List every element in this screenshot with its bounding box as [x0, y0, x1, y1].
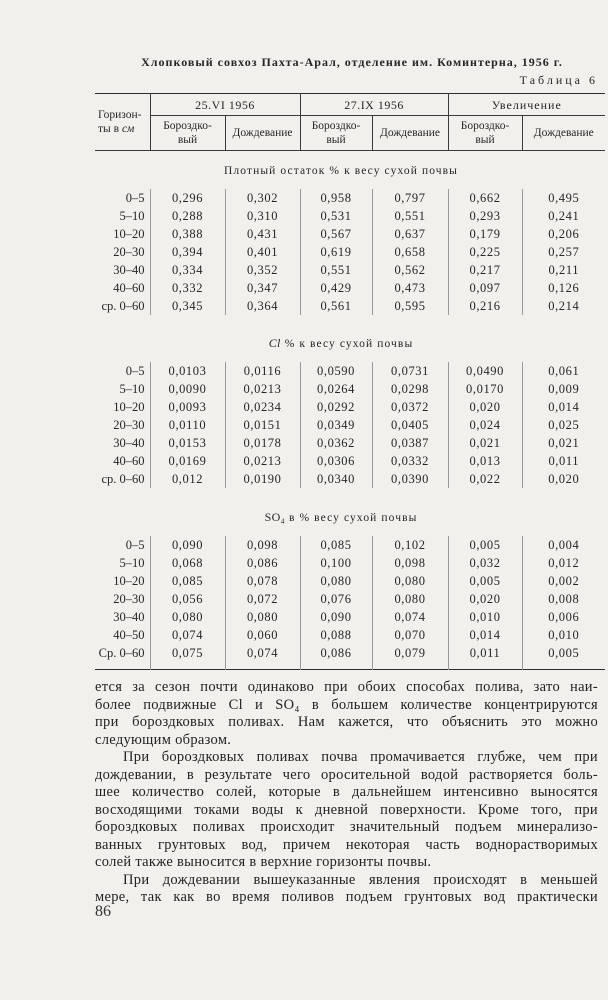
subheader-sprinkling: Дождевание	[522, 116, 605, 151]
value-cell: 0,0490	[448, 362, 522, 380]
value-cell: 0,075	[150, 644, 225, 662]
value-cell: 0,431	[225, 225, 300, 243]
value-cell: 0,072	[225, 590, 300, 608]
value-cell: 0,0332	[372, 452, 448, 470]
value-cell: 0,080	[150, 608, 225, 626]
value-cell: 0,0213	[225, 452, 300, 470]
value-cell: 0,014	[448, 626, 522, 644]
subheader-sprinkling: Дождевание	[225, 116, 300, 151]
spacer-cell	[225, 662, 300, 669]
value-cell: 0,214	[522, 297, 605, 315]
value-cell: 0,347	[225, 279, 300, 297]
table-row	[95, 225, 605, 243]
group-header-june: 25.VI 1956	[150, 94, 300, 116]
section-heading-cell	[95, 151, 605, 190]
value-cell: 0,005	[448, 536, 522, 554]
value-cell: 0,302	[225, 189, 300, 207]
table-row	[95, 279, 605, 297]
value-cell: 0,005	[448, 572, 522, 590]
section-heading-label: % к весу сухой почвы	[284, 338, 414, 350]
table-row	[95, 626, 605, 644]
value-cell: 0,056	[150, 590, 225, 608]
value-cell: 0,0306	[300, 452, 372, 470]
table-row	[95, 189, 605, 207]
section-heading-row	[95, 488, 605, 536]
value-cell: 0,0110	[150, 416, 225, 434]
value-cell: 0,079	[372, 644, 448, 662]
value-cell: 0,958	[300, 189, 372, 207]
table-row	[95, 434, 605, 452]
value-cell: 0,0387	[372, 434, 448, 452]
value-cell: 0,060	[225, 626, 300, 644]
value-cell: 0,551	[300, 261, 372, 279]
table-row	[95, 380, 605, 398]
horizon-cell: 30–40	[95, 608, 150, 626]
value-cell: 0,288	[150, 207, 225, 225]
section-heading-symbol: Cl	[268, 336, 281, 350]
section-heading-row	[95, 151, 605, 190]
text-line: следующим образом.	[95, 731, 232, 748]
horizon-cell: 40–60	[95, 452, 150, 470]
value-cell: 0,0116	[225, 362, 300, 380]
subheader-furrow: Бороздко- вый	[150, 116, 225, 151]
value-cell: 0,070	[372, 626, 448, 644]
value-cell: 0,005	[522, 644, 605, 662]
value-cell: 0,293	[448, 207, 522, 225]
value-cell: 0,020	[522, 470, 605, 488]
value-cell: 0,364	[225, 297, 300, 315]
value-cell: 0,217	[448, 261, 522, 279]
value-cell: 0,126	[522, 279, 605, 297]
text-line: мере, так как во время поливов подъем грунтовых вод практически	[95, 889, 598, 905]
value-cell: 0,211	[522, 261, 605, 279]
table-row	[95, 590, 605, 608]
value-cell: 0,797	[372, 189, 448, 207]
text-line: при бороздковых поливах. Нам кажется, что объяснить это можно	[95, 714, 598, 730]
value-cell: 0,086	[300, 644, 372, 662]
value-cell: 0,086	[225, 554, 300, 572]
value-cell: 0,002	[522, 572, 605, 590]
value-cell: 0,012	[522, 554, 605, 572]
value-cell: 0,216	[448, 297, 522, 315]
value-cell: 0,0234	[225, 398, 300, 416]
subheader-furrow: Бороздко- вый	[300, 116, 372, 151]
paragraph	[95, 872, 598, 907]
group-header-increase: Увеличение	[448, 94, 605, 116]
value-cell: 0,004	[522, 536, 605, 554]
section-heading	[95, 488, 605, 525]
table-row	[95, 297, 605, 315]
horizon-cell: 0–5	[95, 536, 150, 554]
value-cell: 0,0213	[225, 380, 300, 398]
text-line: восходящими токами воды к дневной поверхности. Кроме того, при	[95, 801, 598, 818]
subheader-furrow: Бороздко- вый	[448, 116, 522, 151]
value-cell: 0,080	[372, 572, 448, 590]
spacer-cell	[372, 662, 448, 669]
value-cell: 0,0405	[372, 416, 448, 434]
horizon-cell: 20–30	[95, 416, 150, 434]
table-row	[95, 536, 605, 554]
table-row	[95, 362, 605, 380]
table-row	[95, 572, 605, 590]
value-cell: 0,011	[448, 644, 522, 662]
value-cell: 0,334	[150, 261, 225, 279]
value-cell: 0,074	[225, 644, 300, 662]
horizon-cell: 0–5	[95, 362, 150, 380]
horizon-cell: 10–20	[95, 572, 150, 590]
value-cell: 0,078	[225, 572, 300, 590]
table-header-method-row	[95, 116, 605, 151]
spacer-cell	[448, 662, 522, 669]
value-cell: 0,085	[300, 536, 372, 554]
text-line: ется за сезон почти одинаково при обоих способах полива, зато наи-	[95, 679, 598, 695]
value-cell: 0,241	[522, 207, 605, 225]
section-heading	[95, 151, 605, 178]
data-table-container	[95, 93, 605, 670]
value-cell: 0,0298	[372, 380, 448, 398]
table-row	[95, 261, 605, 279]
soil-salts-table	[95, 93, 605, 670]
value-cell: 0,025	[522, 416, 605, 434]
value-cell: 0,394	[150, 243, 225, 261]
value-cell: 0,012	[150, 470, 225, 488]
table-row	[95, 243, 605, 261]
value-cell: 0,206	[522, 225, 605, 243]
section-heading-symbol: SO₄	[264, 510, 286, 524]
value-cell: 0,006	[522, 608, 605, 626]
table-header	[95, 94, 605, 151]
value-cell: 0,0190	[225, 470, 300, 488]
horizon-cell: 5–10	[95, 554, 150, 572]
text-line: При дождевании вышеуказанные явления происходят в меньшей	[123, 871, 598, 888]
horizon-cell: 40–60	[95, 279, 150, 297]
value-cell: 0,009	[522, 380, 605, 398]
value-cell: 0,020	[448, 398, 522, 416]
value-cell: 0,008	[522, 590, 605, 608]
horizon-cell: 10–20	[95, 398, 150, 416]
value-cell: 0,0170	[448, 380, 522, 398]
table-row	[95, 398, 605, 416]
value-cell: 0,090	[150, 536, 225, 554]
value-cell: 0,257	[522, 243, 605, 261]
group-header-september: 27.IX 1956	[300, 94, 448, 116]
value-cell: 0,595	[372, 297, 448, 315]
value-cell: 0,0390	[372, 470, 448, 488]
value-cell: 0,179	[448, 225, 522, 243]
value-cell: 0,0153	[150, 434, 225, 452]
value-cell: 0,020	[448, 590, 522, 608]
value-cell: 0,0731	[372, 362, 448, 380]
value-cell: 0,429	[300, 279, 372, 297]
value-cell: 0,225	[448, 243, 522, 261]
value-cell: 0,021	[448, 434, 522, 452]
value-cell: 0,088	[300, 626, 372, 644]
value-cell: 0,495	[522, 189, 605, 207]
value-cell: 0,0340	[300, 470, 372, 488]
value-cell: 0,021	[522, 434, 605, 452]
table-row	[95, 207, 605, 225]
value-cell: 0,090	[300, 608, 372, 626]
horizon-cell: 20–30	[95, 243, 150, 261]
value-cell: 0,010	[522, 626, 605, 644]
value-cell: 0,0264	[300, 380, 372, 398]
value-cell: 0,567	[300, 225, 372, 243]
value-cell: 0,074	[372, 608, 448, 626]
value-cell: 0,061	[522, 362, 605, 380]
horizon-cell: Ср. 0–60	[95, 644, 150, 662]
value-cell: 0,097	[448, 279, 522, 297]
spacer-cell	[522, 662, 605, 669]
value-cell: 0,085	[150, 572, 225, 590]
value-cell: 0,0590	[300, 362, 372, 380]
value-cell: 0,0292	[300, 398, 372, 416]
horizon-cell: 20–30	[95, 590, 150, 608]
table-row	[95, 452, 605, 470]
text-line: дождевании, в результате чего оросительной водой растворяется боль-	[95, 766, 598, 783]
value-cell: 0,296	[150, 189, 225, 207]
value-cell: 0,080	[300, 572, 372, 590]
horizon-cell: 5–10	[95, 380, 150, 398]
table-bottom-spacer	[95, 662, 605, 669]
value-cell: 0,332	[150, 279, 225, 297]
text-line: более подвижные Cl и SO₄ в большем количестве концентрируются	[95, 696, 598, 713]
section-heading-cell	[95, 315, 605, 362]
table-row	[95, 608, 605, 626]
value-cell: 0,473	[372, 279, 448, 297]
value-cell: 0,076	[300, 590, 372, 608]
horizon-cell: 40–50	[95, 626, 150, 644]
text-line: При бороздковых поливах почва промачивается глубже, чем при	[123, 749, 598, 765]
horizon-header-unit: см	[121, 123, 135, 135]
value-cell: 0,0151	[225, 416, 300, 434]
table-row	[95, 416, 605, 434]
value-cell: 0,013	[448, 452, 522, 470]
body-text	[95, 679, 598, 907]
horizon-header-line2: ты в	[98, 123, 120, 135]
value-cell: 0,0169	[150, 452, 225, 470]
horizon-header-line1: Горизон-	[98, 109, 142, 121]
page-number: 86	[95, 903, 111, 920]
value-cell: 0,102	[372, 536, 448, 554]
value-cell: 0,345	[150, 297, 225, 315]
horizon-cell: ср. 0–60	[95, 470, 150, 488]
value-cell: 0,022	[448, 470, 522, 488]
value-cell: 0,098	[225, 536, 300, 554]
table-row	[95, 470, 605, 488]
table-row	[95, 644, 605, 662]
value-cell: 0,388	[150, 225, 225, 243]
value-cell: 0,0103	[150, 362, 225, 380]
value-cell: 0,010	[448, 608, 522, 626]
value-cell: 0,662	[448, 189, 522, 207]
spacer-cell	[300, 662, 372, 669]
value-cell: 0,074	[150, 626, 225, 644]
value-cell: 0,080	[372, 590, 448, 608]
value-cell: 0,080	[225, 608, 300, 626]
text-line: солей также выносится в верхние горизонты почвы.	[95, 854, 432, 870]
horizon-cell: 5–10	[95, 207, 150, 225]
section-heading-row	[95, 315, 605, 362]
table-header-group-row	[95, 94, 605, 116]
value-cell: 0,098	[372, 554, 448, 572]
text-line: бороздковых поливах происходит значительный подъем минерализо-	[95, 819, 598, 835]
value-cell: 0,0372	[372, 398, 448, 416]
value-cell: 0,310	[225, 207, 300, 225]
value-cell: 0,562	[372, 261, 448, 279]
value-cell: 0,032	[448, 554, 522, 572]
section-heading	[95, 315, 605, 351]
value-cell: 0,551	[372, 207, 448, 225]
value-cell: 0,100	[300, 554, 372, 572]
value-cell: 0,561	[300, 297, 372, 315]
value-cell: 0,637	[372, 225, 448, 243]
value-cell: 0,619	[300, 243, 372, 261]
horizon-cell: 0–5	[95, 189, 150, 207]
table-number-label: Таблица 6	[519, 73, 598, 87]
paragraph	[95, 679, 598, 749]
subheader-sprinkling: Дождевание	[372, 116, 448, 151]
table-body	[95, 151, 605, 670]
value-cell: 0,014	[522, 398, 605, 416]
value-cell: 0,0093	[150, 398, 225, 416]
value-cell: 0,0178	[225, 434, 300, 452]
value-cell: 0,0362	[300, 434, 372, 452]
horizon-cell: 30–40	[95, 261, 150, 279]
value-cell: 0,0349	[300, 416, 372, 434]
value-cell: 0,352	[225, 261, 300, 279]
text-line: шее количество солей, которые в дальнейшем интенсивно выносятся	[95, 784, 598, 800]
value-cell: 0,0090	[150, 380, 225, 398]
horizon-cell: 30–40	[95, 434, 150, 452]
paragraph	[95, 749, 598, 872]
value-cell: 0,068	[150, 554, 225, 572]
horizon-cell: ср. 0–60	[95, 297, 150, 315]
table-caption: Хлопковый совхоз Пахта-Арал, отделение им. Коминтерна, 1956 г.	[141, 55, 563, 69]
horizon-cell: 10–20	[95, 225, 150, 243]
section-heading-cell	[95, 488, 605, 536]
value-cell: 0,011	[522, 452, 605, 470]
section-heading-label: в % весу сухой почвы	[289, 512, 418, 524]
value-cell: 0,658	[372, 243, 448, 261]
section-heading-label: Плотный остаток % к весу сухой почвы	[224, 165, 458, 177]
value-cell: 0,531	[300, 207, 372, 225]
horizon-column-header	[95, 94, 150, 151]
spacer-cell	[150, 662, 225, 669]
text-line: ванных грунтовых вод, причем некоторая часть воднорастворимых	[95, 836, 598, 853]
table-row	[95, 554, 605, 572]
value-cell: 0,401	[225, 243, 300, 261]
spacer-cell	[95, 662, 150, 669]
value-cell: 0,024	[448, 416, 522, 434]
